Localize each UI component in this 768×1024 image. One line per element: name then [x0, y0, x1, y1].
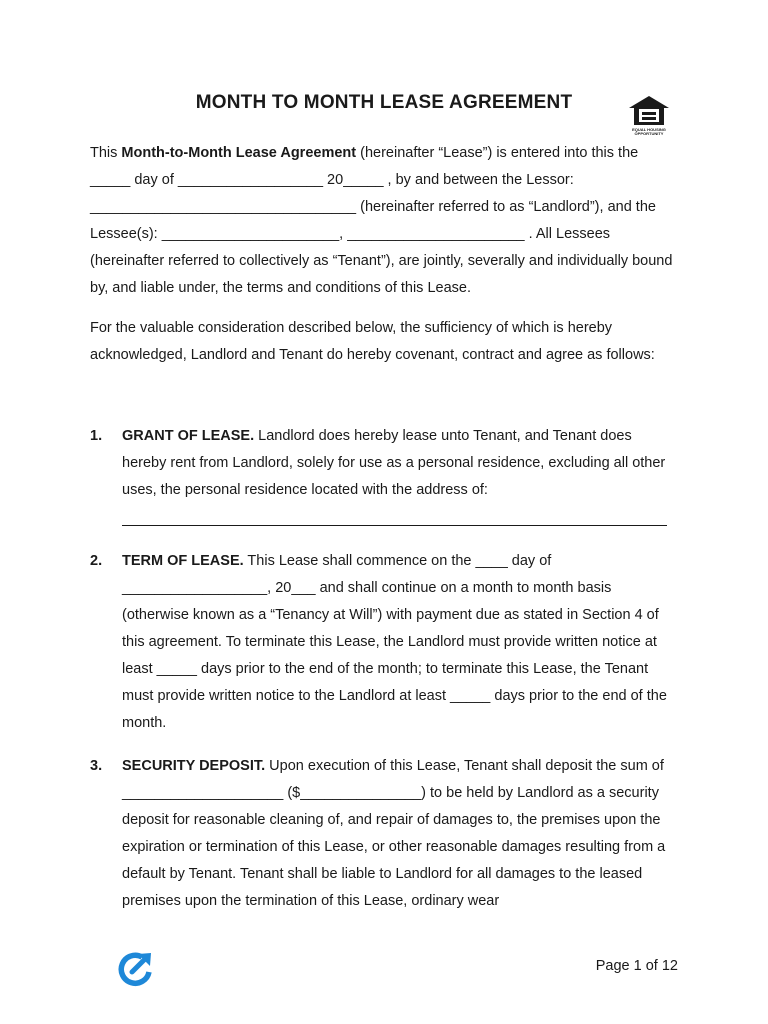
- equal-housing-caption-line2: OPPORTUNITY: [634, 131, 664, 136]
- equal-housing-icon: [627, 94, 671, 138]
- section-number: 3.: [90, 758, 103, 774]
- intro-text-start: This: [90, 145, 122, 161]
- section-heading: GRANT OF LEASE.: [122, 428, 255, 444]
- equal-housing-caption: [627, 128, 671, 136]
- section-text: Landlord does hereby lease unto Tenant, and Tenant does hereby rent from Landlord, solely for use as a personal residence, excluding all other uses, the personal residence located with the address of:: [122, 428, 666, 498]
- intro-agreement-name: Month-to-Month Lease Agreement: [121, 145, 357, 161]
- section-content: [122, 753, 680, 915]
- section-content: [122, 423, 680, 526]
- address-blank-line: [122, 514, 667, 526]
- section-term-of-lease: [90, 548, 680, 737]
- equal-housing-caption-line1: EQUAL HOUSING: [632, 127, 666, 132]
- intro-text-rest: (hereinafter “Lease”) is entered into this the _____ day of __________________ 20_____ , by and between the Lessor: _________________________________ (hereinafter referred to as “Landlord”), and the Lessee(s): ______________________, ______________________ . All Lessees (hereinafter referred to collectively as “Tenant”), are jointly, severally and individually bound by, and liable under, the terms and conditions of this Lease.: [90, 145, 673, 296]
- section-text: This Lease shall commence on the ____ day of __________________, 20___ and shall continue on a month to month basis (otherwise known as a “Tenancy at Will”) with payment due as stated in Section 4 of this agreement. To terminate this Lease, the Landlord must provide written notice at least _____ days prior to the end of the month; to terminate this Lease, the Tenant must provide written notice to the Landlord at least _____ days prior to the end of the month.: [122, 553, 667, 731]
- consideration-paragraph: For the valuable consideration described below, the sufficiency of which is hereby acknowledged, Landlord and Tenant do hereby covenant, contract and agree as follows:: [90, 320, 655, 363]
- section-grant-of-lease: [90, 423, 680, 526]
- section-number: 2.: [90, 553, 103, 569]
- section-security-deposit: [90, 753, 680, 915]
- section-number: 1.: [90, 428, 103, 444]
- section-text: Upon execution of this Lease, Tenant shall deposit the sum of ____________________ ($_______________) to be held by Landlord as a security deposit for reasonable cleaning of, and repair of damages to, the premises upon the expiration or termination of this Lease, or other reasonable damages resulting from a default by Tenant. Tenant shall be liable to Landlord for all damages to the leased premises upon the termination of this Lease, ordinary wear: [122, 758, 666, 909]
- section-content: [122, 548, 680, 737]
- page-number: Page 1 of 12: [595, 958, 678, 974]
- intro-paragraph: [90, 140, 680, 302]
- section-heading: TERM OF LEASE.: [122, 553, 244, 569]
- brand-logo-icon: [118, 950, 154, 988]
- section-heading: SECURITY DEPOSIT.: [122, 758, 266, 774]
- document-title: MONTH TO MONTH LEASE AGREEMENT: [195, 92, 573, 113]
